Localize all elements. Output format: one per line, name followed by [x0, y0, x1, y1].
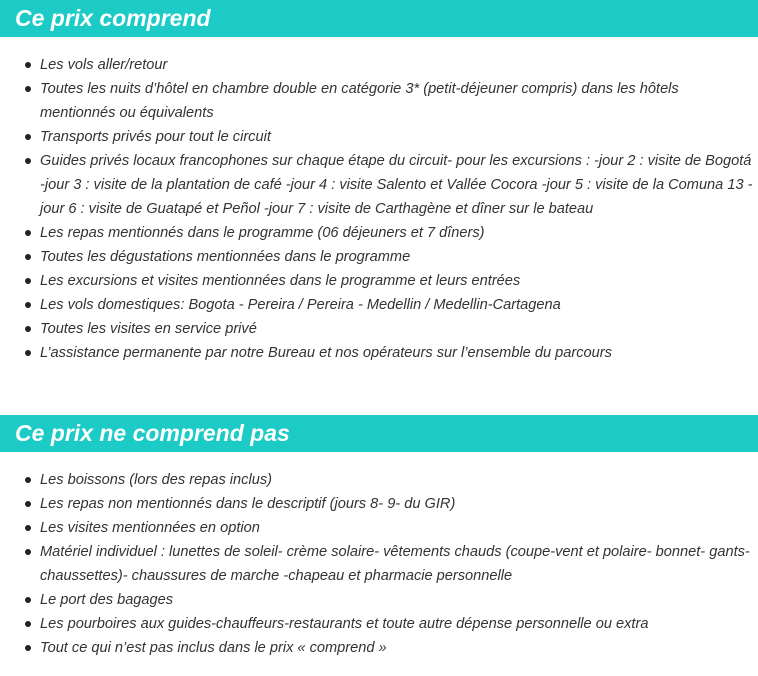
list-item	[0, 293, 758, 317]
bullet-icon	[25, 278, 31, 284]
list-item-text: Les visites mentionnées en option	[40, 520, 260, 536]
bullet-icon	[25, 254, 31, 260]
list-item	[0, 516, 758, 540]
list-item-text: Les excursions et visites mentionnées dans le programme et leurs entrées	[40, 273, 521, 289]
list-item	[0, 125, 758, 149]
list-item	[0, 245, 758, 269]
list-item	[0, 492, 758, 516]
excluded-list	[0, 468, 758, 660]
bullet-icon	[25, 302, 31, 308]
bullet-icon	[25, 230, 31, 236]
bullet-icon	[25, 501, 31, 507]
bullet-icon	[25, 350, 31, 356]
excluded-section-title: Ce prix ne comprend pas	[0, 415, 758, 452]
list-item	[0, 53, 758, 77]
included-section-title: Ce prix comprend	[0, 0, 758, 37]
bullet-icon	[25, 134, 31, 140]
list-item	[0, 468, 758, 492]
list-item-text: Les repas non mentionnés dans le descriptif (jours 8- 9- du GIR)	[40, 496, 456, 512]
list-item	[0, 588, 758, 612]
list-item	[0, 149, 758, 221]
list-item	[0, 221, 758, 245]
list-item	[0, 540, 758, 588]
bullet-icon	[25, 326, 31, 332]
bullet-icon	[25, 549, 31, 555]
list-item-text: Le port des bagages	[40, 592, 174, 608]
list-item-text: Les pourboires aux guides-chauffeurs-restaurants et toute autre dépense personnelle ou extra	[40, 616, 649, 632]
list-item	[0, 612, 758, 636]
bullet-icon	[25, 525, 31, 531]
list-item-text: Tout ce qui n’est pas inclus dans le prix « comprend »	[40, 640, 387, 656]
list-item-text: Toutes les visites en service privé	[40, 321, 257, 337]
bullet-icon	[25, 158, 31, 164]
bullet-icon	[25, 597, 31, 603]
bullet-icon	[25, 62, 31, 68]
list-item	[0, 269, 758, 293]
list-item-text: Guides privés locaux francophones sur chaque étape du circuit- pour les excursions : -jour 2 : visite de Bogotá -jour 3 : visite de la plantation de café -jour 4 : visite Salento et Vallée Cocora -jour 5 : visite de la Comuna 13 -jour 6 : visite de Guatapé et Peñol -jour 7 : visite de Carthagène et dîner sur le bateau	[40, 153, 753, 217]
bullet-icon	[25, 645, 31, 651]
list-item	[0, 636, 758, 660]
list-item	[0, 317, 758, 341]
bullet-icon	[25, 477, 31, 483]
list-item-text: Les boissons (lors des repas inclus)	[40, 472, 272, 488]
list-item-text: Transports privés pour tout le circuit	[40, 129, 271, 145]
list-item-text: L’assistance permanente par notre Bureau et nos opérateurs sur l’ensemble du parcours	[40, 345, 612, 361]
list-item-text: Matériel individuel : lunettes de soleil- crème solaire- vêtements chauds (coupe-vent et polaire- bonnet- gants- chaussettes)- chaussures de marche -chapeau et pharmacie personnelle	[40, 544, 750, 584]
list-item-text: Les vols aller/retour	[40, 57, 168, 73]
list-item-text: Les repas mentionnés dans le programme (06 déjeuners et 7 dîners)	[40, 225, 485, 241]
bullet-icon	[25, 86, 31, 92]
list-item-text: Toutes les nuits d’hôtel en chambre double en catégorie 3* (petit-déjeuner compris) dans les hôtels mentionnés ou équivalents	[40, 81, 679, 121]
list-item-text: Toutes les dégustations mentionnées dans le programme	[40, 249, 411, 265]
bullet-icon	[25, 621, 31, 627]
list-item	[0, 341, 758, 365]
included-list	[0, 53, 758, 365]
list-item	[0, 77, 758, 125]
list-item-text: Les vols domestiques: Bogota - Pereira / Pereira - Medellin / Medellin-Cartagena	[40, 297, 561, 313]
